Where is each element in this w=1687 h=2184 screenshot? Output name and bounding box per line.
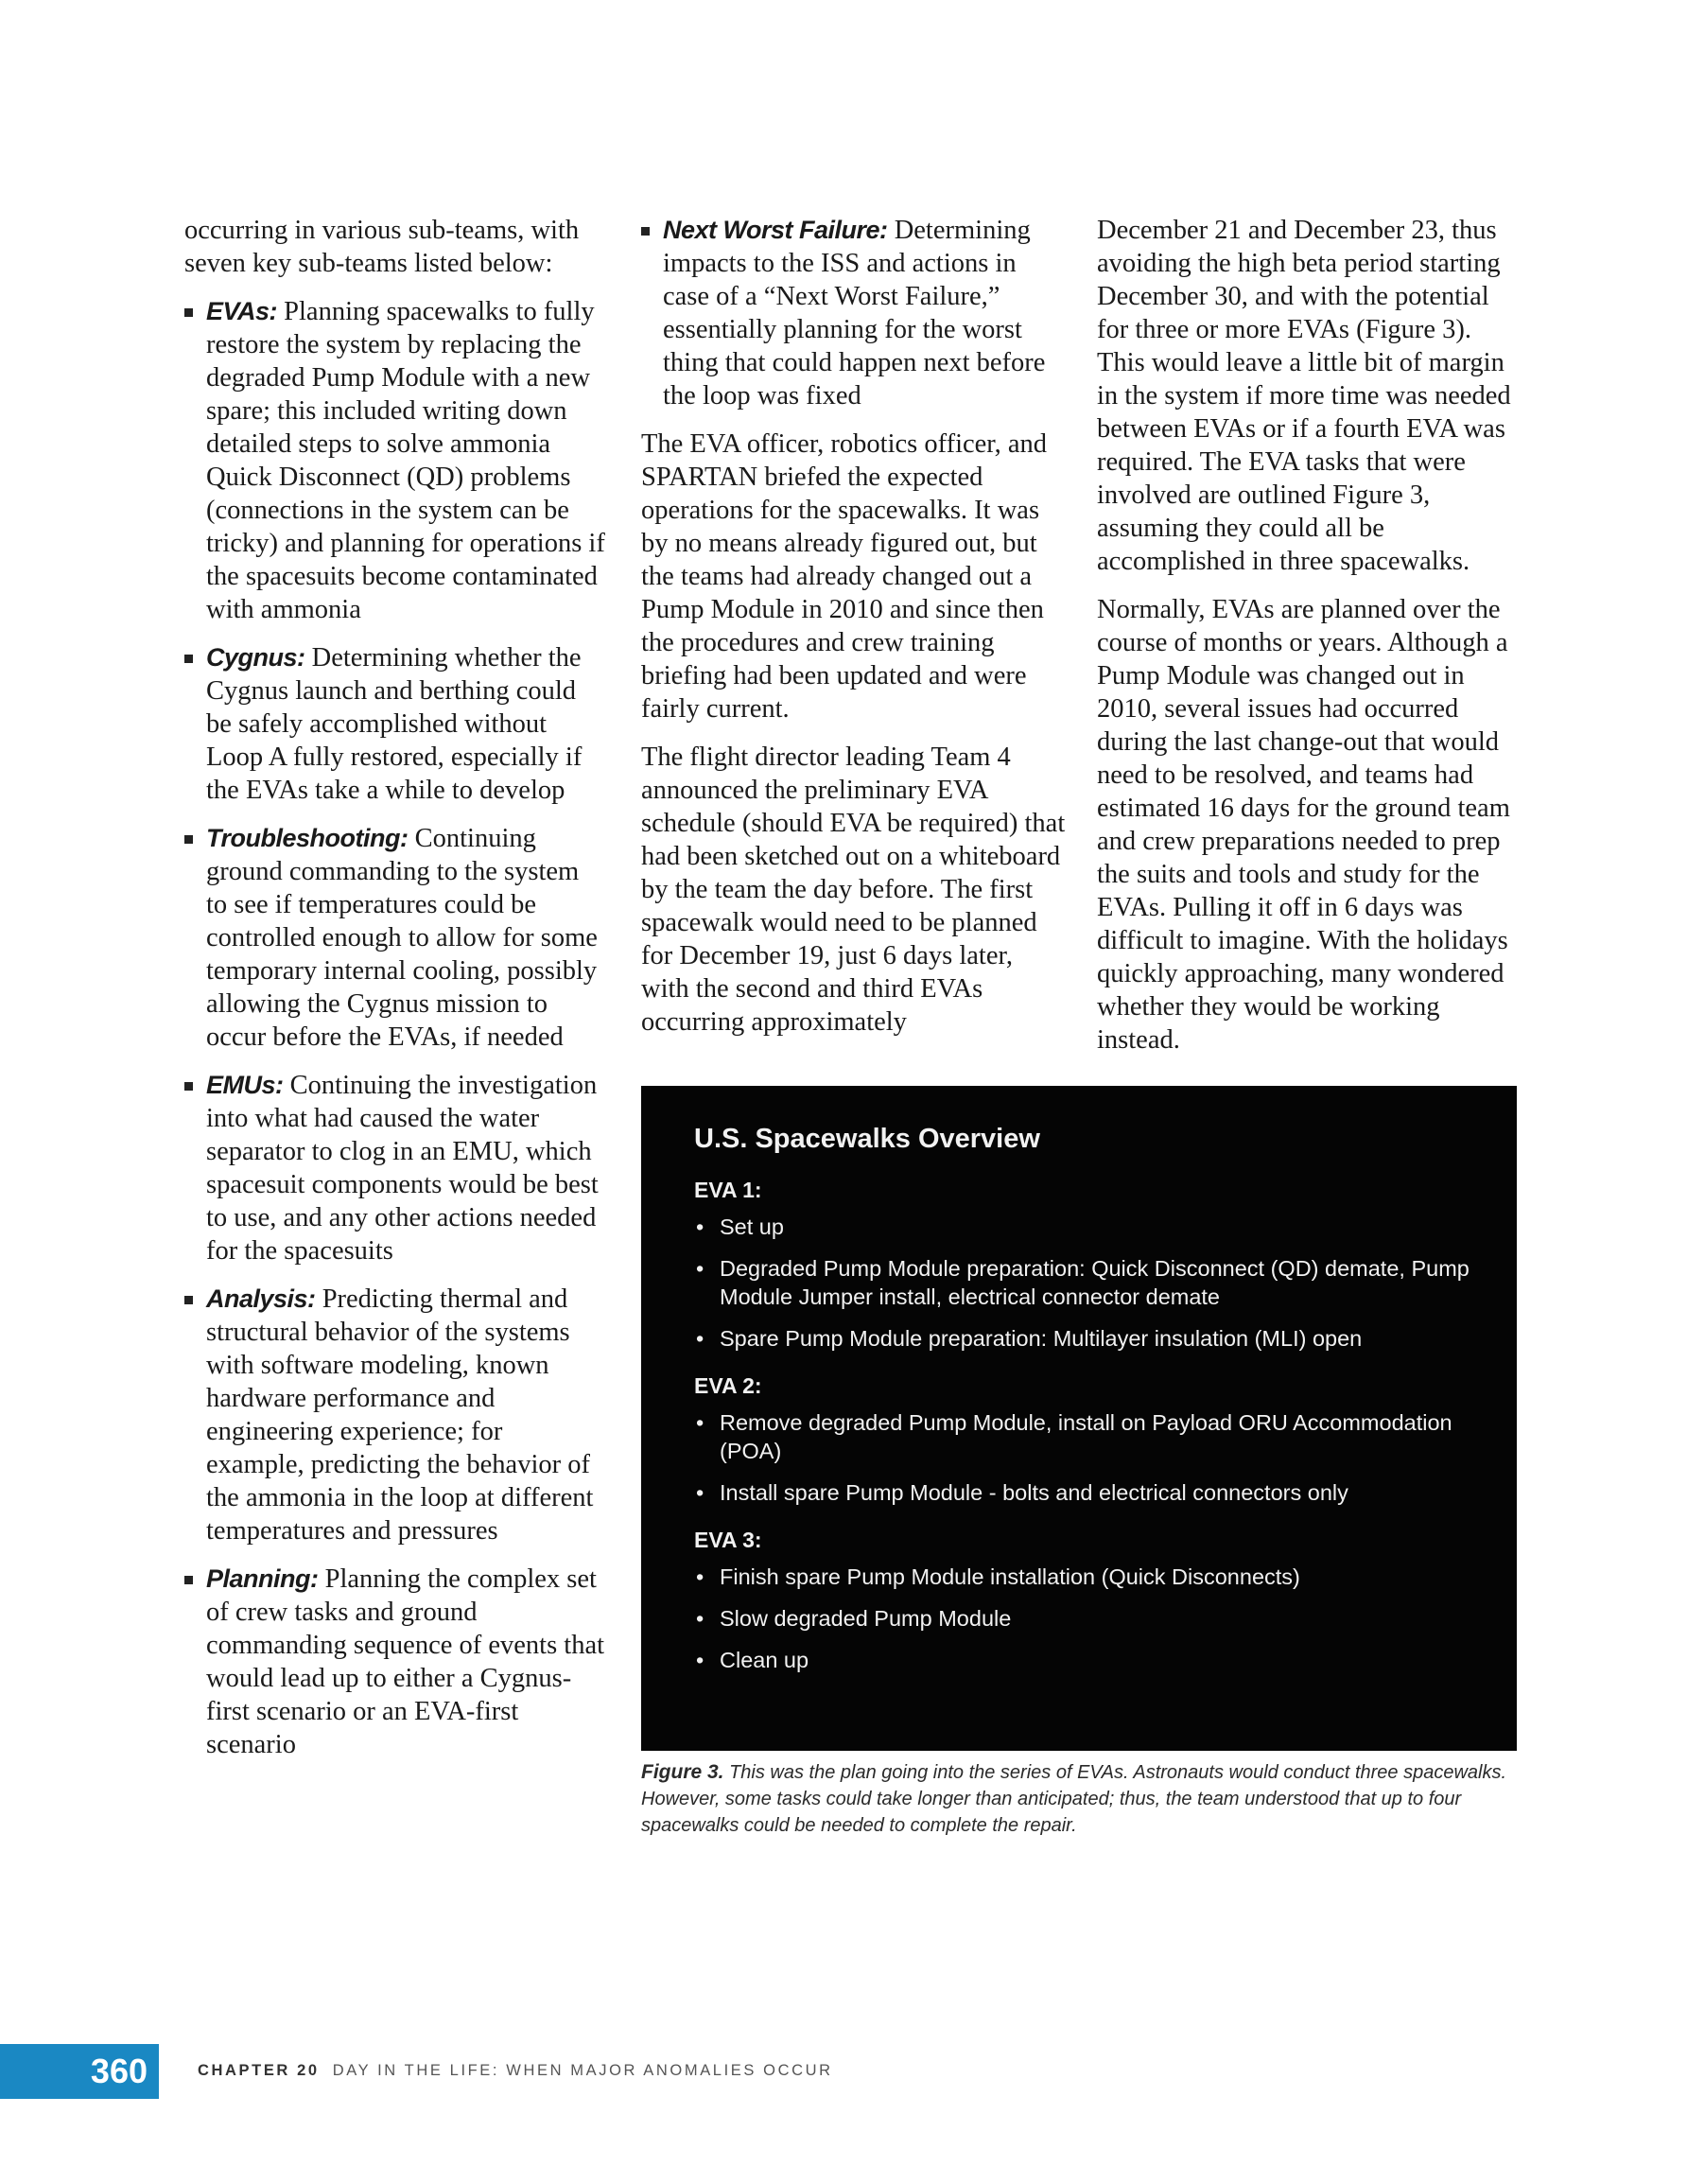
list-item [184, 1283, 605, 1547]
square-bullet-icon [184, 1296, 193, 1304]
list-item [184, 295, 605, 626]
bullet-dot-icon: • [696, 1326, 704, 1351]
eva-task [694, 1478, 1479, 1507]
list-item-lead: EMUs: [206, 1071, 284, 1099]
square-bullet-icon [184, 308, 193, 317]
eva-task [694, 1604, 1479, 1633]
sub-team-list [184, 295, 605, 1761]
sub-team-list-continued [641, 214, 1067, 412]
text-column-right [1097, 214, 1522, 1072]
eva-task [694, 1324, 1479, 1353]
eva-task [694, 1213, 1479, 1241]
eva-task-text: Clean up [720, 1648, 809, 1672]
list-item [641, 214, 1067, 412]
eva-label: EVA 3: [694, 1528, 762, 1552]
figure-caption [641, 1759, 1521, 1839]
eva-task-text: Spare Pump Module preparation: Multilayer insulation (MLI) open [720, 1326, 1363, 1351]
eva-task-list [694, 1408, 1479, 1507]
figure-content [694, 1124, 1479, 1695]
list-item-lead: Troubleshooting: [206, 824, 409, 852]
list-item-lead: EVAs: [206, 297, 278, 325]
square-bullet-icon [184, 655, 193, 663]
eva-task-text: Slow degraded Pump Module [720, 1606, 1012, 1631]
intro-paragraph: occurring in various sub-teams, with seven key sub-teams listed below: [184, 216, 580, 278]
bullet-dot-icon: • [696, 1606, 704, 1631]
list-item-lead: Cygnus: [206, 643, 305, 672]
body-paragraph: The flight director leading Team 4 announced the preliminary EVA schedule (should EVA be required) that had been sketched out on a whiteboard by the team the day before. The first spacewalk would need to be planned for December 19, just 6 days later, with the second and third EVAs occurring approximately [641, 743, 1066, 1037]
eva-task-text: Remove degraded Pump Module, install on Payload ORU Accommodation (POA) [720, 1410, 1452, 1463]
chapter-title: DAY IN THE LIFE: WHEN MAJOR ANOMALIES OCCUR [332, 2062, 833, 2079]
bullet-dot-icon: • [696, 1648, 704, 1672]
bullet-dot-icon: • [696, 1480, 704, 1505]
list-item-text: Planning spacewalks to fully restore the system by replacing the degraded Pump Module with a new spare; this included writing down detailed steps to solve ammonia Quick Disconnect (QD) problems (connections in the system can be tricky) and planning for operations if the spacesuits become contaminated with ammonia [206, 297, 605, 624]
eva-label: EVA 2: [694, 1373, 762, 1398]
eva-task [694, 1254, 1479, 1311]
bullet-dot-icon: • [696, 1410, 704, 1435]
text-column-left [184, 214, 605, 1776]
page-number: 360 [0, 2044, 159, 2099]
body-paragraph: The EVA officer, robotics officer, and SPARTAN briefed the expected operations for the spacewalks. It was by no means already figured out, but the teams had already changed out a Pump Module in 2010 and since then the procedures and crew training briefing had been updated and were fairly current. [641, 429, 1048, 724]
eva-task-text: Degraded Pump Module preparation: Quick Disconnect (QD) demate, Pump Module Jumper install, electrical connector demate [720, 1256, 1470, 1309]
list-item [184, 1563, 605, 1761]
list-item [184, 641, 605, 807]
square-bullet-icon [184, 1576, 193, 1584]
square-bullet-icon [184, 835, 193, 844]
eva-label: EVA 1: [694, 1178, 762, 1202]
figure-caption-text: This was the plan going into the series of EVAs. Astronauts would conduct three spacewalks. However, some tasks could take longer than anticipated; thus, the team understood that up to four spacewalks could be needed to complete the repair. [641, 1762, 1507, 1836]
body-paragraph: December 21 and December 23, thus avoiding the high beta period starting December 30, and with the potential for three or more EVAs (Figure 3). This would leave a little bit of margin in the system if more time was needed between EVAs or if a fourth EVA was required. The EVA tasks that were involved are outlined Figure 3, assuming they could all be accomplished in three spacewalks. [1097, 216, 1511, 576]
chapter-label: CHAPTER 20 [198, 2062, 320, 2079]
list-item-text: Determining impacts to the ISS and actions in case of a “Next Worst Failure,” essentially planning for the worst thing that could happen next before the loop was fixed [663, 216, 1046, 411]
list-item-text: Determining whether the Cygnus launch and berthing could be safely accomplished without Loop A fully restored, especially if the EVAs take a while to develop [206, 643, 583, 805]
eva-task [694, 1646, 1479, 1674]
eva-task-text: Install spare Pump Module - bolts and electrical connectors only [720, 1480, 1348, 1505]
running-footer [198, 2062, 833, 2080]
eva-task-text: Finish spare Pump Module installation (Quick Disconnects) [720, 1564, 1300, 1589]
text-column-middle [641, 214, 1067, 1054]
figure-title: U.S. Spacewalks Overview [694, 1124, 1040, 1154]
list-item-text: Continuing the investigation into what had caused the water separator to clog in an EMU, which spacesuit components would be best to use, and any other actions needed for the spacesuits [206, 1071, 599, 1266]
spacewalks-overview-figure [641, 1086, 1517, 1751]
eva-task-text: Set up [720, 1214, 784, 1239]
list-item-text: Predicting thermal and structural behavior of the systems with software modeling, known hardware performance and engineering experience; for example, predicting the behavior of the ammonia in the loop at different temperatures and pressures [206, 1284, 594, 1546]
eva-task-list [694, 1563, 1479, 1674]
list-item-lead: Next Worst Failure: [663, 216, 888, 244]
bullet-dot-icon: • [696, 1256, 704, 1281]
list-item [184, 1069, 605, 1267]
bullet-dot-icon: • [696, 1564, 704, 1589]
body-paragraph: Normally, EVAs are planned over the course of months or years. Although a Pump Module was changed out in 2010, several issues had occurred during the last change-out that would need to be resolved, and teams had estimated 16 days for the ground team and crew preparations needed to prep the suits and tools and study for the EVAs. Pulling it off in 6 days was difficult to imagine. With the holidays quickly approaching, many wondered whether they would be working instead. [1097, 595, 1510, 1055]
eva-task [694, 1408, 1479, 1465]
list-item-text: Planning the complex set of crew tasks and ground commanding sequence of events that would lead up to either a Cygnus-first scenario or an EVA-first scenario [206, 1564, 605, 1759]
eva-task [694, 1563, 1479, 1591]
list-item-text: Continuing ground commanding to the system to see if temperatures could be controlled enough to allow for some temporary internal cooling, possibly allowing the Cygnus mission to occur before the EVAs, if needed [206, 824, 598, 1052]
square-bullet-icon [184, 1082, 193, 1091]
bullet-dot-icon: • [696, 1214, 704, 1239]
list-item-lead: Analysis: [206, 1284, 316, 1313]
eva-task-list [694, 1213, 1479, 1353]
figure-caption-label: Figure 3. [641, 1761, 724, 1783]
list-item [184, 822, 605, 1054]
square-bullet-icon [641, 227, 650, 236]
list-item-lead: Planning: [206, 1564, 319, 1593]
